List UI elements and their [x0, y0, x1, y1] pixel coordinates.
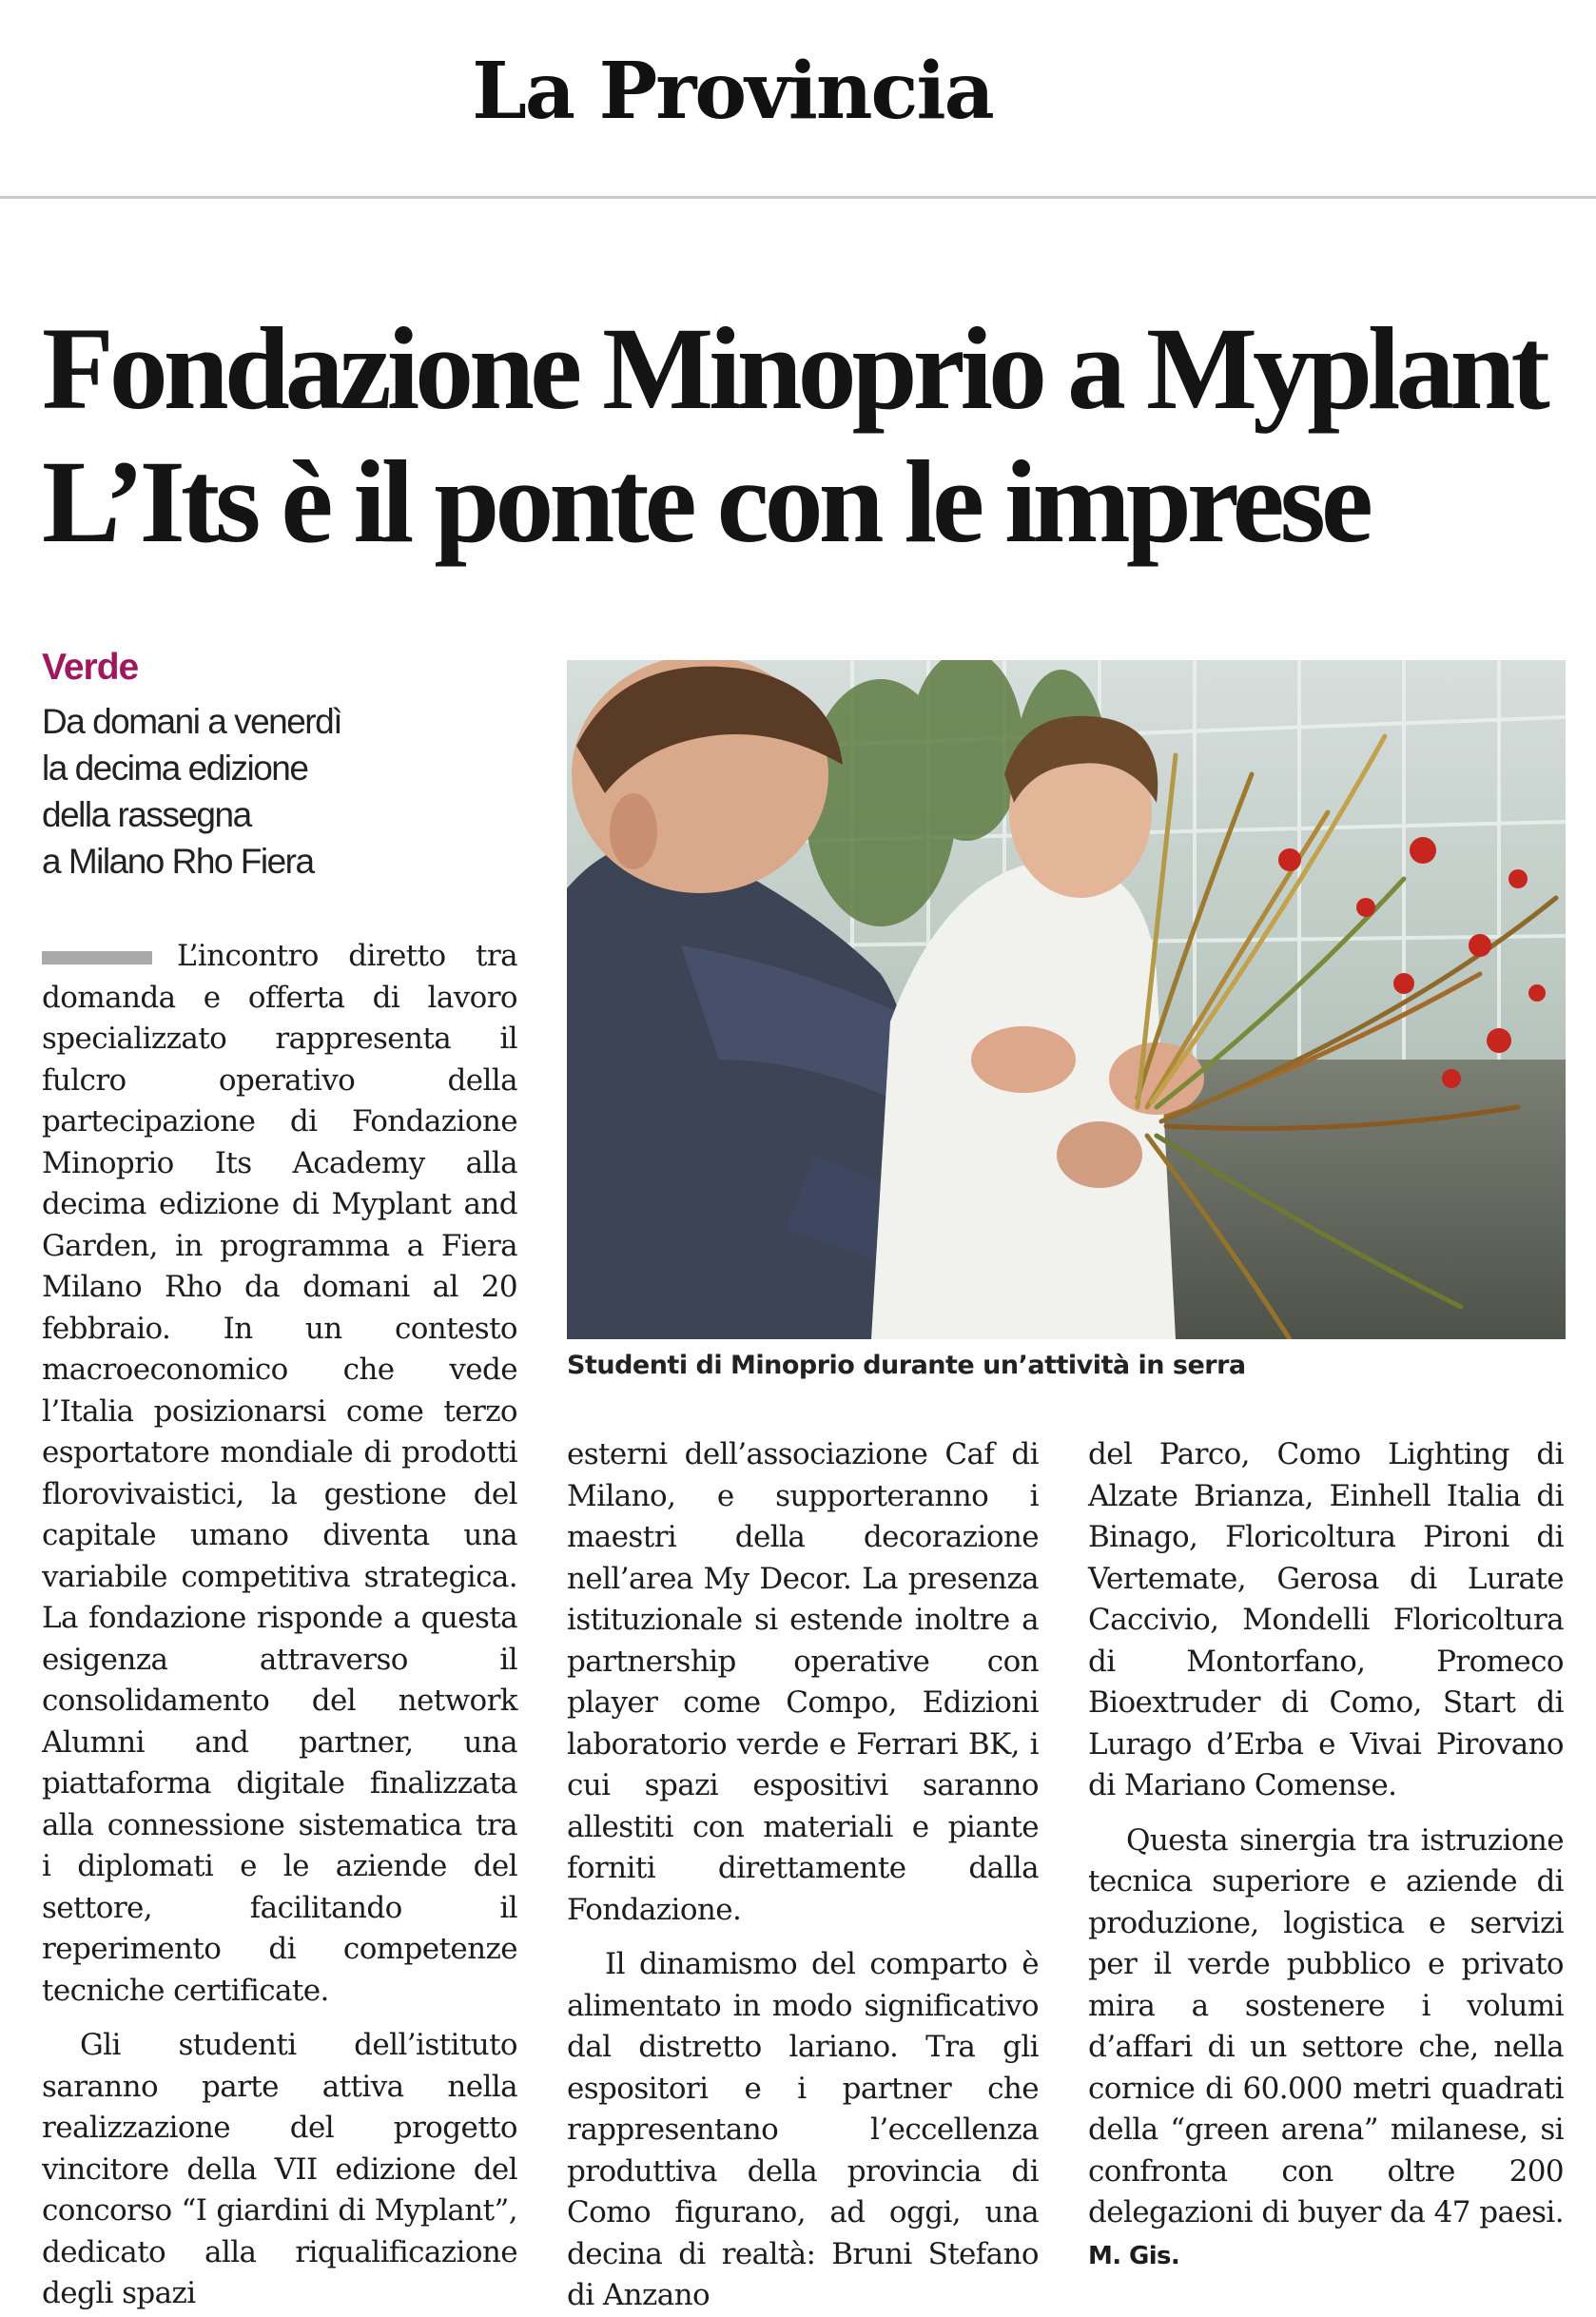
lead-marker — [42, 951, 152, 964]
article-paragraph — [42, 936, 517, 2012]
article-column-1 — [42, 936, 517, 2315]
article-paragraph — [1088, 1820, 1564, 2278]
article-headline — [42, 302, 1564, 569]
article-paragraph: esterni dell’associazione Caf di Milano, e supporteranno i maestri della decorazione nell’area My Decor. La presenza istituzionale si estende inoltre a partnership operative con player come Compo, Edizioni laboratorio verde e Ferrari BK, i cui spazi espositivi saranno allestiti con materiali e piante forniti direttamente dalla Fondazione. — [567, 1437, 1039, 1927]
summary-line: Da domani a venerdì — [42, 702, 341, 741]
headline-line-2: L’Its è il ponte con le imprese — [42, 437, 1369, 567]
photo-caption: Studenti di Minoprio durante un’attività in serra — [567, 1351, 1246, 1380]
paragraph-text: Questa sinergia tra istruzione tecnica superiore e aziende di produzione, logistica e servizi per il verde pubblico e privato mira a sostenere i volumi d’affari di un settore che, nella cornice di 60.000 metri quadrati della “green arena” milanese, si confronta con oltre 200 delegazioni di buyer da 47 paesi. — [1088, 1822, 1564, 2229]
paragraph-text: L’incontro diretto tra domanda e offerta di lavoro specializzato rappresenta il fulcro operativo della partecipazione di Fondazione Minoprio Its Academy alla decima edizione di Myplant and Garden, in programma a Fiera Milano Rho da domani al 20 febbraio. In un contesto macroeconomico che vede l’Italia posizionarsi come terzo esportatore mondiale di prodotti florovivaistici, la gestione del capitale umano diventa una variabile competitiva strategica. La fondazione risponde a questa esigenza attraverso il consolidamento del network Alumni and partner, una piattaforma digitale finalizzata alla connessione sistematica tra i diplomati e le aziende del settore, facilitando il reperimento di competenze tecniche certificate. — [42, 939, 517, 2008]
author-signature: M. Gis. — [1088, 2241, 1180, 2270]
summary-line: a Milano Rho Fiera — [42, 842, 314, 881]
article-photo — [567, 660, 1566, 1339]
newspaper-title: La Provincia — [472, 46, 993, 137]
headline-line-1: Fondazione Minoprio a Myplant — [42, 303, 1546, 434]
article-summary — [42, 698, 536, 885]
summary-line: della rassegna — [42, 795, 251, 834]
article-column-2 — [567, 1434, 1039, 2317]
article-paragraph: Il dinamismo del comparto è alimentato in modo significativo dal distretto lariano. Tra gli espositori e i partner che rappresentano l’eccellenza produttiva della provincia di Como figurano, ad oggi, una decina di realtà: Bruni Stefano di Anzano — [567, 1947, 1039, 2312]
article-paragraph: del Parco, Como Lighting di Alzate Brianza, Einhell Italia di Binago, Floricoltura Pironi di Vertemate, Gerosa di Lurate Caccivio, Mondelli Floricoltura di Montorfano, Promeco Bioextruder di Como, Start di Lurago d’Erba e Vivai Pirovano di Mariano Comense. — [1088, 1437, 1564, 1802]
article-column-3 — [1088, 1434, 1564, 2277]
masthead — [0, 0, 1596, 199]
article-paragraph: Gli studenti dell’istituto saranno parte attiva nella realizzazione del progetto vincitore della VII edizione del concorso “I giardini di Myplant”, dedicato alla riqualificazione degli spazi — [42, 2028, 517, 2310]
summary-line: la decima edizione — [42, 749, 308, 788]
greenhouse-photo-illustration — [567, 660, 1566, 1339]
section-kicker: Verde — [42, 647, 139, 688]
